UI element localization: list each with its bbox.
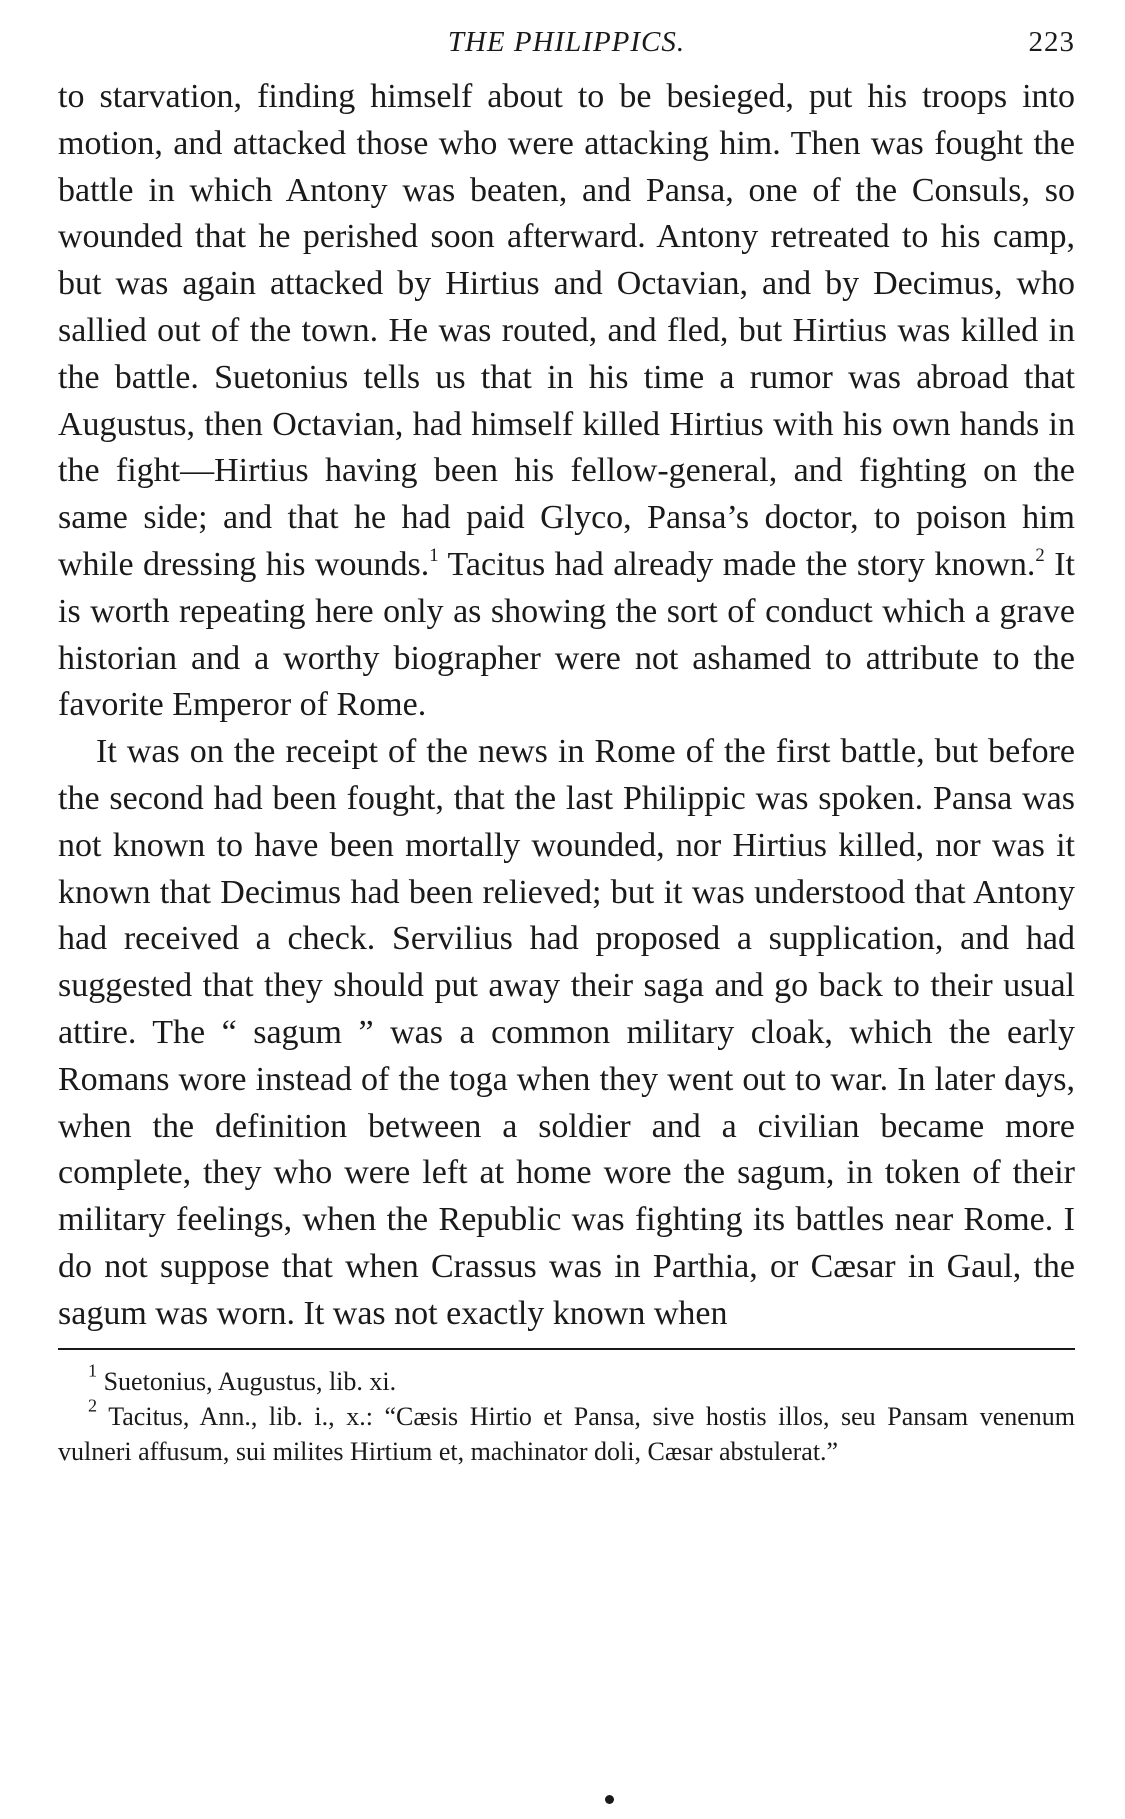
paragraph-text: to starvation, finding himself about to be besieged, put his troops into motion, and attacked those who were attacking him. Then was fought the battle in which Antony was beaten, and Pansa, one of the Consuls, so wounded that he perished soon afterward. Antony retreated to his camp, but was again attacked by Hirtius and Octavian, and by Decimus, who sallied out of the town. He was routed, and fled, but Hirtius was killed in the battle. Suetonius tells us that in his time a rumor was abroad that Augustus, then Octavian, had himself killed Hirtius with his own hands in the fight—Hirtius having been his fellow-general, and fighting on the same side; and that he had paid Glyco, Pansa’s doctor, to poison him while dressing his wounds.: [58, 78, 1075, 583]
footnote: [58, 1359, 1075, 1399]
paragraph-text: It is worth repeating here only as showing the sort of conduct which a grave historian and a worthy biographer were not ashamed to attribute to the favorite Emperor of Rome.: [58, 545, 1075, 724]
footnote-mark: 1: [88, 1359, 98, 1380]
footnote-text: Tacitus, Ann., lib. i., x.: “Cæsis Hirtio et Pansa, sive hostis illos, seu Pansam venenum vulneri affusum, sui milites Hirtium et, machinator doli, Cæsar abstulerat.”: [58, 1401, 1076, 1466]
footnote: [58, 1394, 1076, 1469]
footnote-ref: 1: [429, 544, 439, 566]
paragraph-text: Tacitus had already made the story known.: [438, 545, 1036, 583]
footnote-ref: 2: [1035, 544, 1045, 566]
footnotes: [58, 1359, 1076, 1469]
footnote-mark: 2: [88, 1394, 98, 1415]
body-text: [58, 74, 1075, 1338]
printer-mark: [605, 1795, 614, 1804]
running-head: [58, 26, 1075, 74]
footnote-text: Suetonius, Augustus, lib. xi.: [103, 1366, 397, 1396]
page-number: 223: [1028, 26, 1075, 58]
running-title: THE PHILIPPICS.: [447, 26, 686, 58]
paragraph: It was on the receipt of the news in Rome of the first battle, but before the second had been fought, that the last Philippic was spoken. Pansa was not known to have been mortally wounded, nor Hirtius killed, nor was it known that Decimus had been relieved; but it was understood that Antony had received a check. Servilius had proposed a supplication, and had suggested that they should put away their saga and go back to their usual attire. The “ sagum ” was a common military cloak, which the early Romans wore instead of the toga when they went out to war. In later days, when the definition between a soldier and a civilian became more complete, they who were left at home wore the sagum, in token of their military feelings, when the Republic was fighting its battles near Rome. I do not suppose that when Crassus was in Parthia, or Cæsar in Gaul, the sagum was worn. It was not exactly known when: [58, 733, 1075, 1332]
book-page: [58, 26, 1075, 1469]
footnote-rule: [58, 1348, 1075, 1350]
paragraph: [58, 74, 1075, 729]
